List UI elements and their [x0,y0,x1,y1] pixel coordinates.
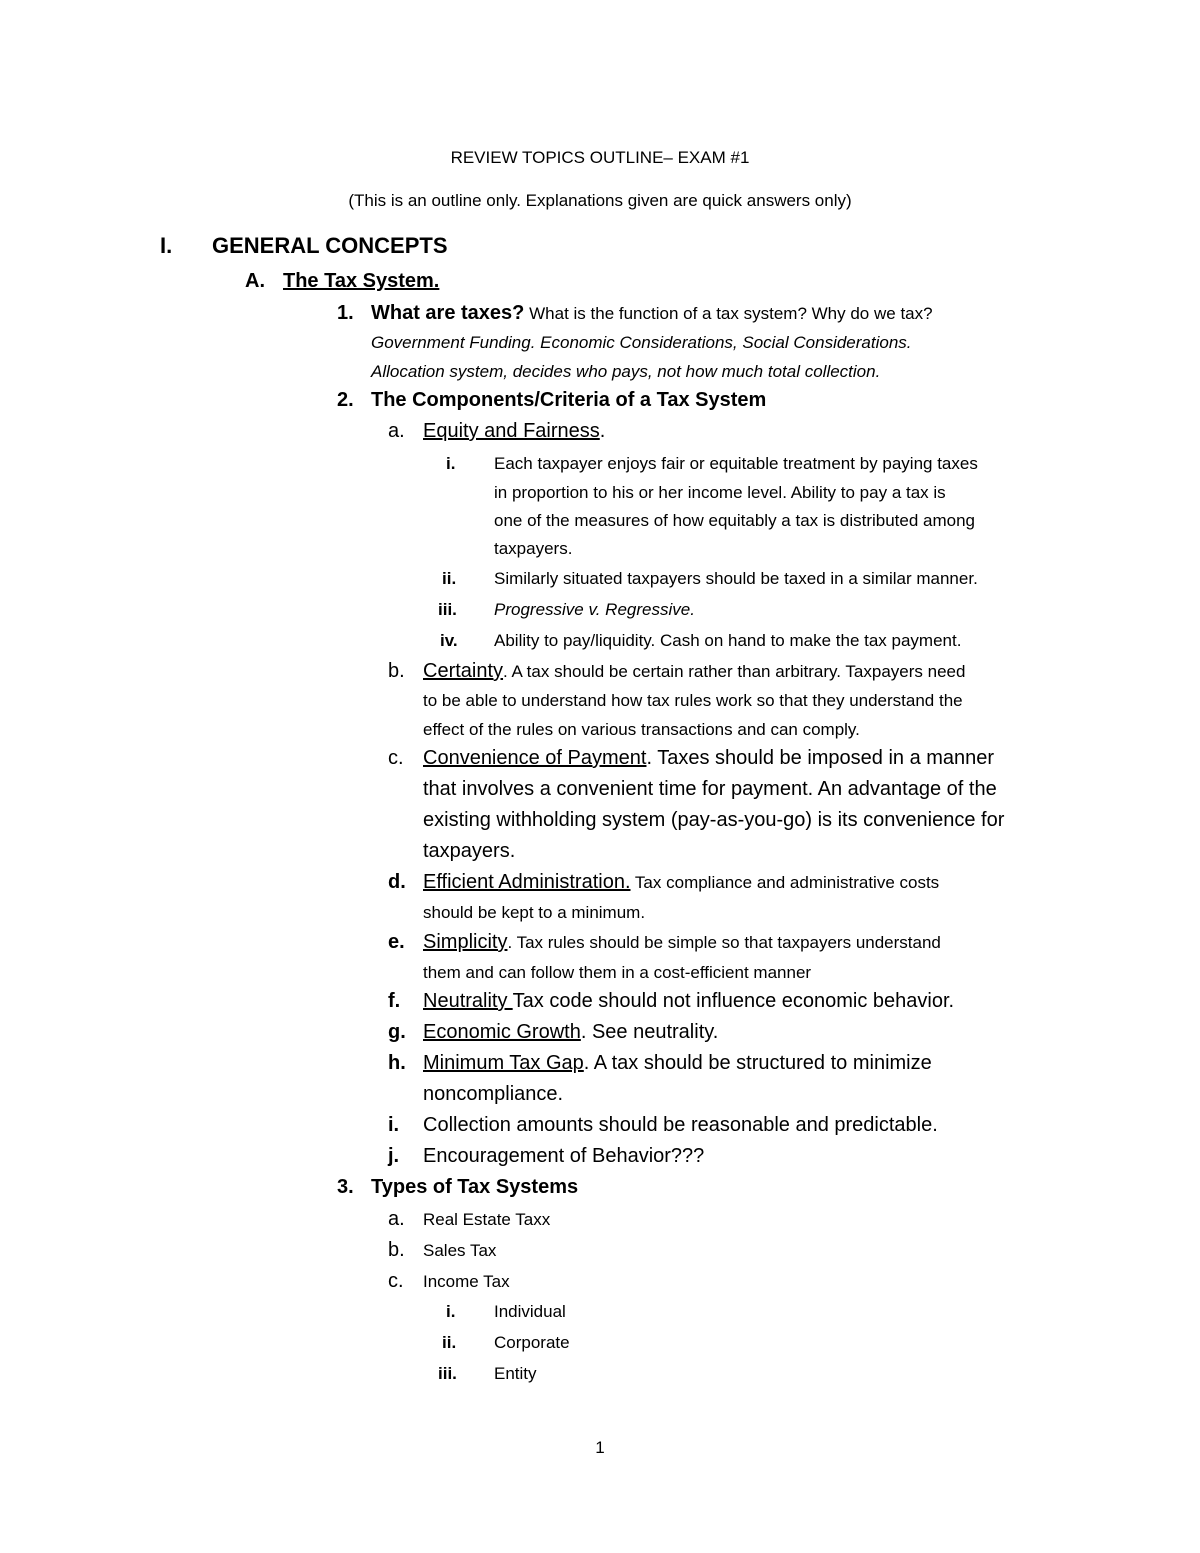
criterion-title: Simplicity [423,931,508,953]
subsection-title: The Tax System. [283,270,440,292]
document-title: REVIEW TOPICS OUTLINE– EXAM #1 [450,148,750,167]
list-item-efficient-administration [423,867,939,898]
criterion-text: . A tax should be structured to minimize [583,1052,932,1074]
list-letter: b. [388,1239,405,1261]
list-item-encouragement: Encouragement of Behavior??? [423,1145,705,1167]
list-letter: i. [388,1114,400,1136]
item-title: Types of Tax Systems [371,1176,579,1198]
item-number: 2. [337,389,354,411]
list-item-convenience [423,743,994,774]
criterion-text: . A tax should be certain rather than arbitrary. Taxpayers need [503,662,966,681]
list-item-equity [423,416,605,447]
list-line: one of the measures of how equitably a tax is distributed among [494,511,976,530]
document-subtitle: (This is an outline only. Explanations given are quick answers only) [348,191,852,210]
item-line: Government Funding. Economic Considerations, Social Considerations. [371,333,912,352]
list-line: Each taxpayer enjoys fair or equitable treatment by paying taxes [494,454,978,473]
roman-number: i. [446,1302,456,1321]
item-number: 3. [337,1176,354,1198]
item-number: 1. [337,302,354,324]
list-line: taxpayers. [423,840,516,862]
list-item-minimum-tax-gap [423,1048,932,1079]
subsection-letter: A. [245,270,265,292]
list-line: Similarly situated taxpayers should be taxed in a similar manner. [494,569,978,588]
list-line: effect of the rules on various transactions and can comply. [423,720,860,739]
criterion-title: Certainty [423,660,504,682]
list-line: Progressive v. Regressive. [494,600,695,619]
list-letter: b. [388,660,405,682]
list-line: Individual [494,1302,566,1321]
list-line: to be able to understand how tax rules work so that they understand the [423,691,963,710]
list-line: Corporate [494,1333,570,1352]
criterion-text: Tax compliance and administrative costs [630,873,940,892]
list-letter: c. [388,747,404,769]
item-text: What is the function of a tax system? Why do we tax? [524,304,933,323]
list-item-sales-tax: Sales Tax [423,1241,497,1260]
list-letter: c. [388,1270,404,1292]
list-item-real-estate: Real Estate Taxx [423,1210,551,1229]
list-letter: g. [388,1021,406,1043]
roman-number: i. [446,454,456,473]
list-line: taxpayers. [494,539,573,558]
list-item-economic-growth [423,1017,718,1048]
list-letter: a. [388,1208,405,1230]
list-line: Entity [494,1364,537,1383]
list-item-certainty [423,656,965,687]
list-letter: e. [388,931,405,953]
criterion-tail: . [599,420,606,442]
criterion-text: . Tax rules should be simple so that taxpayers understand [507,933,941,952]
roman-number: iii. [438,600,457,619]
list-line: in proportion to his or her income level. Ability to pay a tax is [494,483,946,502]
list-line: existing withholding system (pay-as-you-go) is its convenience for [423,809,1005,831]
list-letter: a. [388,420,405,442]
list-item-neutrality [423,986,954,1017]
criterion-title: Neutrality [423,990,513,1012]
list-letter: d. [388,871,406,893]
criterion-title: Equity and Fairness [423,420,600,442]
list-letter: f. [388,990,401,1012]
criterion-title: Efficient Administration. [423,871,631,893]
list-letter: j. [388,1145,400,1167]
criterion-text: . See neutrality. [580,1021,719,1043]
page-number: 1 [595,1438,605,1457]
section-title: GENERAL CONCEPTS [212,233,448,258]
list-line: Ability to pay/liquidity. Cash on hand to make the tax payment. [494,631,962,650]
item-line: Allocation system, decides who pays, not how much total collection. [371,362,881,381]
list-letter: h. [388,1052,406,1074]
list-line: them and can follow them in a cost-efficient manner [423,963,812,982]
roman-number: iii. [438,1364,457,1383]
section-number: I. [160,233,173,258]
item-what-are-taxes [371,298,933,329]
list-line: should be kept to a minimum. [423,903,646,922]
list-line: noncompliance. [423,1083,564,1105]
criterion-title: Convenience of Payment [423,747,647,769]
list-item-collection: Collection amounts should be reasonable and predictable. [423,1114,938,1136]
list-item-simplicity [423,927,941,958]
item-title: What are taxes? [371,302,525,324]
criterion-text: . Taxes should be imposed in a manner [646,747,995,769]
list-item-income-tax: Income Tax [423,1272,510,1291]
item-title: The Components/Criteria of a Tax System [371,389,767,411]
criterion-title: Minimum Tax Gap [423,1052,584,1074]
criterion-text: Tax code should not influence economic behavior. [512,990,955,1012]
roman-number: ii. [442,569,457,588]
roman-number: iv. [440,631,458,650]
roman-number: ii. [442,1333,457,1352]
list-line: that involves a convenient time for payment. An advantage of the [423,778,997,800]
criterion-title: Economic Growth [423,1021,581,1043]
